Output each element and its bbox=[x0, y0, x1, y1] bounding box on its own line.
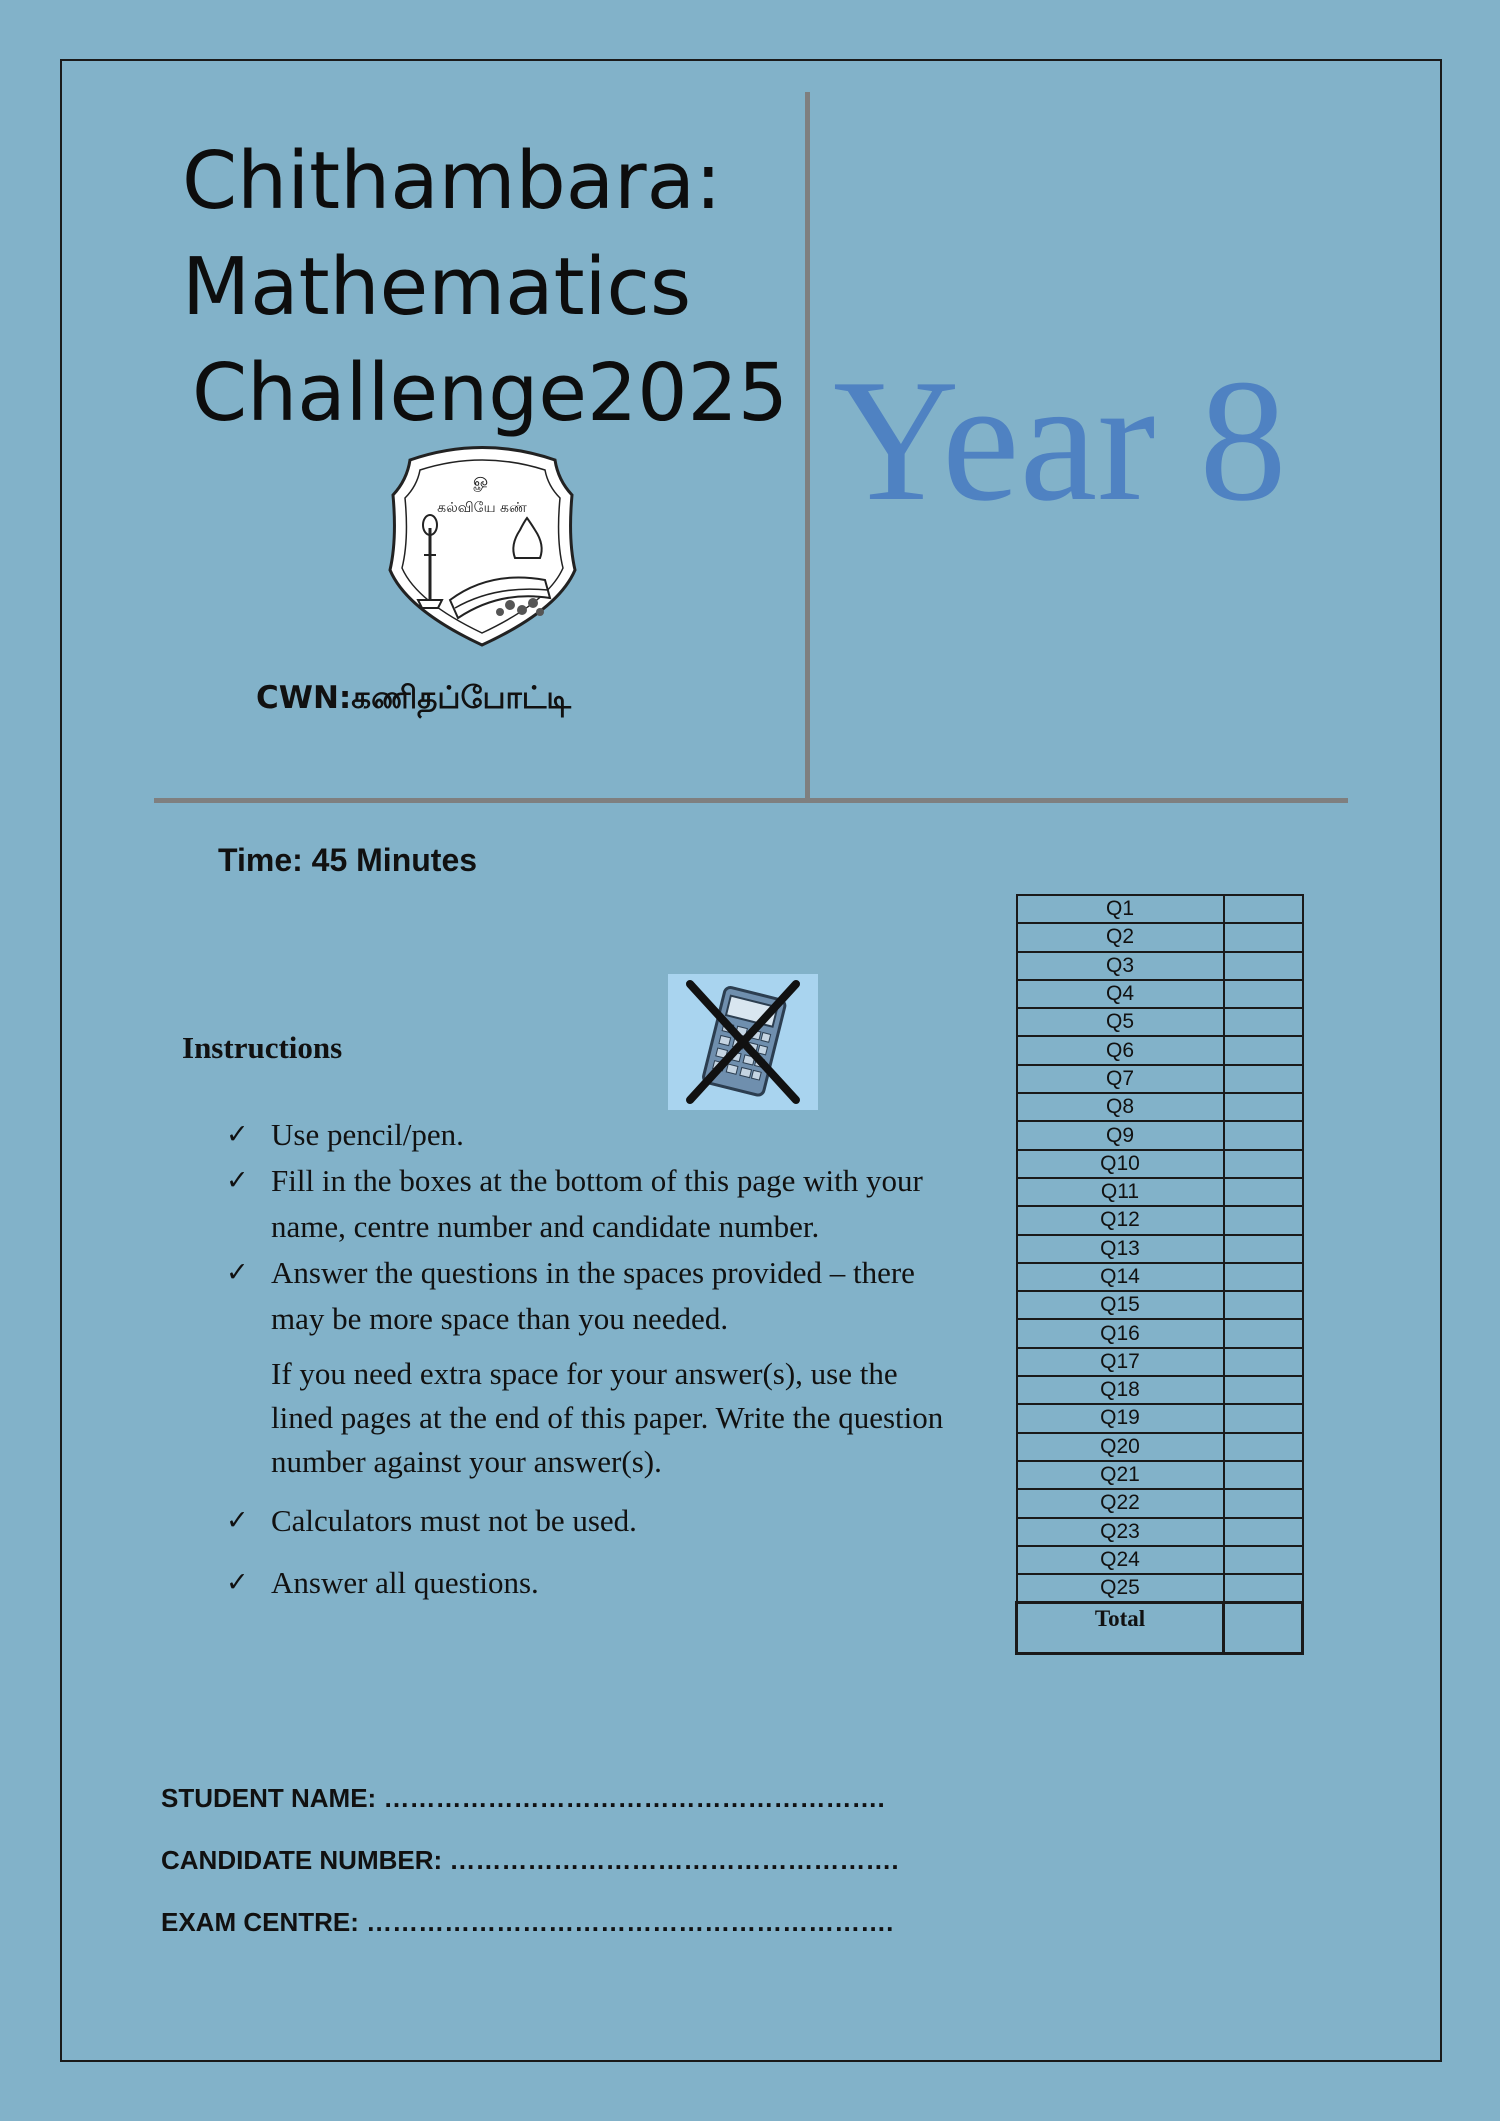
mark-cell[interactable] bbox=[1224, 1546, 1303, 1574]
mark-cell[interactable] bbox=[1224, 1121, 1303, 1149]
instruction-text: Use pencil/pen. bbox=[271, 1117, 464, 1152]
question-label: Q2 bbox=[1017, 923, 1224, 951]
check-icon: ✓ bbox=[226, 1567, 249, 1598]
mark-cell[interactable] bbox=[1224, 1008, 1303, 1036]
check-icon: ✓ bbox=[226, 1505, 249, 1536]
mark-cell[interactable] bbox=[1224, 895, 1303, 923]
question-label: Q18 bbox=[1017, 1376, 1224, 1404]
mark-cell[interactable] bbox=[1224, 1291, 1303, 1319]
instruction-item bbox=[226, 1158, 966, 1250]
question-label: Q13 bbox=[1017, 1235, 1224, 1263]
marks-row bbox=[1017, 1008, 1303, 1036]
mark-cell[interactable] bbox=[1224, 1150, 1303, 1178]
mark-cell[interactable] bbox=[1224, 980, 1303, 1008]
question-label: Q25 bbox=[1017, 1574, 1224, 1603]
title-line-1: Chithambara: bbox=[182, 135, 722, 227]
competition-label: CWN:கணிதப்போட்டி bbox=[256, 680, 572, 716]
mark-cell[interactable] bbox=[1224, 1461, 1303, 1489]
question-label: Q6 bbox=[1017, 1036, 1224, 1064]
marks-row bbox=[1017, 1121, 1303, 1149]
instruction-extra-note: If you need extra space for your answer(s), use the lined pages at the end of this paper. Write the question number against your answer(s). bbox=[271, 1356, 944, 1479]
candidate-number-line[interactable]: ……………………………………………. bbox=[449, 1845, 899, 1875]
mark-cell[interactable] bbox=[1224, 1489, 1303, 1517]
instruction-item bbox=[226, 1250, 966, 1342]
mark-cell[interactable] bbox=[1224, 1574, 1303, 1603]
marks-row bbox=[1017, 980, 1303, 1008]
crossed-out-calculator-icon bbox=[668, 974, 818, 1110]
instruction-text: Answer all questions. bbox=[271, 1565, 539, 1600]
marks-row bbox=[1017, 1206, 1303, 1234]
crest-om-symbol: ௐ bbox=[473, 470, 491, 491]
marks-row bbox=[1017, 1489, 1303, 1517]
question-label: Q20 bbox=[1017, 1433, 1224, 1461]
question-label: Q10 bbox=[1017, 1150, 1224, 1178]
mark-cell[interactable] bbox=[1224, 1319, 1303, 1347]
title-line-2: Mathematics bbox=[182, 241, 692, 333]
marks-row bbox=[1017, 1574, 1303, 1603]
instruction-text: Answer the questions in the spaces provided – there may be more space than you needed. bbox=[271, 1255, 915, 1336]
mark-cell[interactable] bbox=[1224, 1178, 1303, 1206]
total-label: Total bbox=[1017, 1603, 1224, 1654]
marks-row bbox=[1017, 1178, 1303, 1206]
instruction-item bbox=[226, 1498, 966, 1544]
marks-row bbox=[1017, 1433, 1303, 1461]
student-name-label: STUDENT NAME: bbox=[161, 1783, 377, 1813]
instruction-text: Calculators must not be used. bbox=[271, 1503, 637, 1538]
question-label: Q3 bbox=[1017, 952, 1224, 980]
marks-row bbox=[1017, 1546, 1303, 1574]
marks-row bbox=[1017, 1319, 1303, 1347]
paper-title bbox=[182, 128, 788, 446]
mark-cell[interactable] bbox=[1224, 1433, 1303, 1461]
mark-cell[interactable] bbox=[1224, 1065, 1303, 1093]
marks-row bbox=[1017, 1376, 1303, 1404]
year-label: Year 8 bbox=[833, 343, 1287, 537]
instructions-heading: Instructions bbox=[182, 1030, 343, 1065]
mark-cell[interactable] bbox=[1224, 1404, 1303, 1432]
marks-row bbox=[1017, 1235, 1303, 1263]
question-label: Q14 bbox=[1017, 1263, 1224, 1291]
crest-motto: கல்வியே கண் bbox=[437, 500, 527, 516]
instruction-item bbox=[226, 1112, 966, 1158]
mark-cell[interactable] bbox=[1224, 1093, 1303, 1121]
mark-cell[interactable] bbox=[1224, 1376, 1303, 1404]
check-icon: ✓ bbox=[226, 1119, 249, 1150]
mark-cell[interactable] bbox=[1224, 923, 1303, 951]
check-icon: ✓ bbox=[226, 1165, 249, 1196]
student-name-field[interactable] bbox=[161, 1780, 899, 1842]
marks-row bbox=[1017, 895, 1303, 923]
marks-row bbox=[1017, 1348, 1303, 1376]
marks-table bbox=[1015, 894, 1304, 1655]
question-label: Q7 bbox=[1017, 1065, 1224, 1093]
marks-row bbox=[1017, 1404, 1303, 1432]
title-line-3: Challenge2025 bbox=[192, 347, 789, 439]
marks-row bbox=[1017, 1461, 1303, 1489]
marks-row bbox=[1017, 1150, 1303, 1178]
question-label: Q1 bbox=[1017, 895, 1224, 923]
time-allowed: Time: 45 Minutes bbox=[218, 842, 478, 878]
exam-centre-field[interactable] bbox=[161, 1904, 899, 1966]
student-name-line[interactable]: …………………………………………………. bbox=[383, 1783, 885, 1813]
exam-centre-label: EXAM CENTRE: bbox=[161, 1907, 359, 1937]
question-label: Q21 bbox=[1017, 1461, 1224, 1489]
check-icon: ✓ bbox=[226, 1257, 249, 1288]
mark-cell[interactable] bbox=[1224, 1235, 1303, 1263]
mark-cell[interactable] bbox=[1224, 1518, 1303, 1546]
mark-cell[interactable] bbox=[1224, 1036, 1303, 1064]
question-label: Q4 bbox=[1017, 980, 1224, 1008]
question-label: Q22 bbox=[1017, 1489, 1224, 1517]
candidate-number-label: CANDIDATE NUMBER: bbox=[161, 1845, 443, 1875]
instructions-list bbox=[226, 1112, 966, 1606]
candidate-number-field[interactable] bbox=[161, 1842, 899, 1904]
total-row bbox=[1017, 1603, 1303, 1654]
marks-row bbox=[1017, 952, 1303, 980]
question-label: Q11 bbox=[1017, 1178, 1224, 1206]
instruction-text: Fill in the boxes at the bottom of this page with your name, centre number and candidate number. bbox=[271, 1163, 923, 1244]
mark-cell[interactable] bbox=[1224, 1263, 1303, 1291]
question-label: Q15 bbox=[1017, 1291, 1224, 1319]
question-label: Q8 bbox=[1017, 1093, 1224, 1121]
question-label: Q9 bbox=[1017, 1121, 1224, 1149]
marks-row bbox=[1017, 1263, 1303, 1291]
question-label: Q5 bbox=[1017, 1008, 1224, 1036]
candidate-details bbox=[161, 1780, 899, 1966]
mark-cell[interactable] bbox=[1224, 1348, 1303, 1376]
mark-cell[interactable] bbox=[1224, 952, 1303, 980]
question-label: Q17 bbox=[1017, 1348, 1224, 1376]
question-label: Q12 bbox=[1017, 1206, 1224, 1234]
header-vertical-divider bbox=[805, 92, 810, 800]
instruction-item bbox=[226, 1560, 966, 1606]
question-label: Q16 bbox=[1017, 1319, 1224, 1347]
marks-row bbox=[1017, 1036, 1303, 1064]
question-label: Q24 bbox=[1017, 1546, 1224, 1574]
school-crest-icon bbox=[380, 440, 585, 650]
exam-centre-line[interactable]: ……………………………………………………. bbox=[366, 1907, 894, 1937]
marks-row bbox=[1017, 923, 1303, 951]
mark-cell[interactable] bbox=[1224, 1206, 1303, 1234]
marks-row bbox=[1017, 1093, 1303, 1121]
question-label: Q23 bbox=[1017, 1518, 1224, 1546]
marks-row bbox=[1017, 1291, 1303, 1319]
header-horizontal-divider bbox=[154, 798, 1348, 803]
marks-row bbox=[1017, 1065, 1303, 1093]
marks-row bbox=[1017, 1518, 1303, 1546]
total-mark-cell[interactable] bbox=[1224, 1603, 1303, 1654]
question-label: Q19 bbox=[1017, 1404, 1224, 1432]
